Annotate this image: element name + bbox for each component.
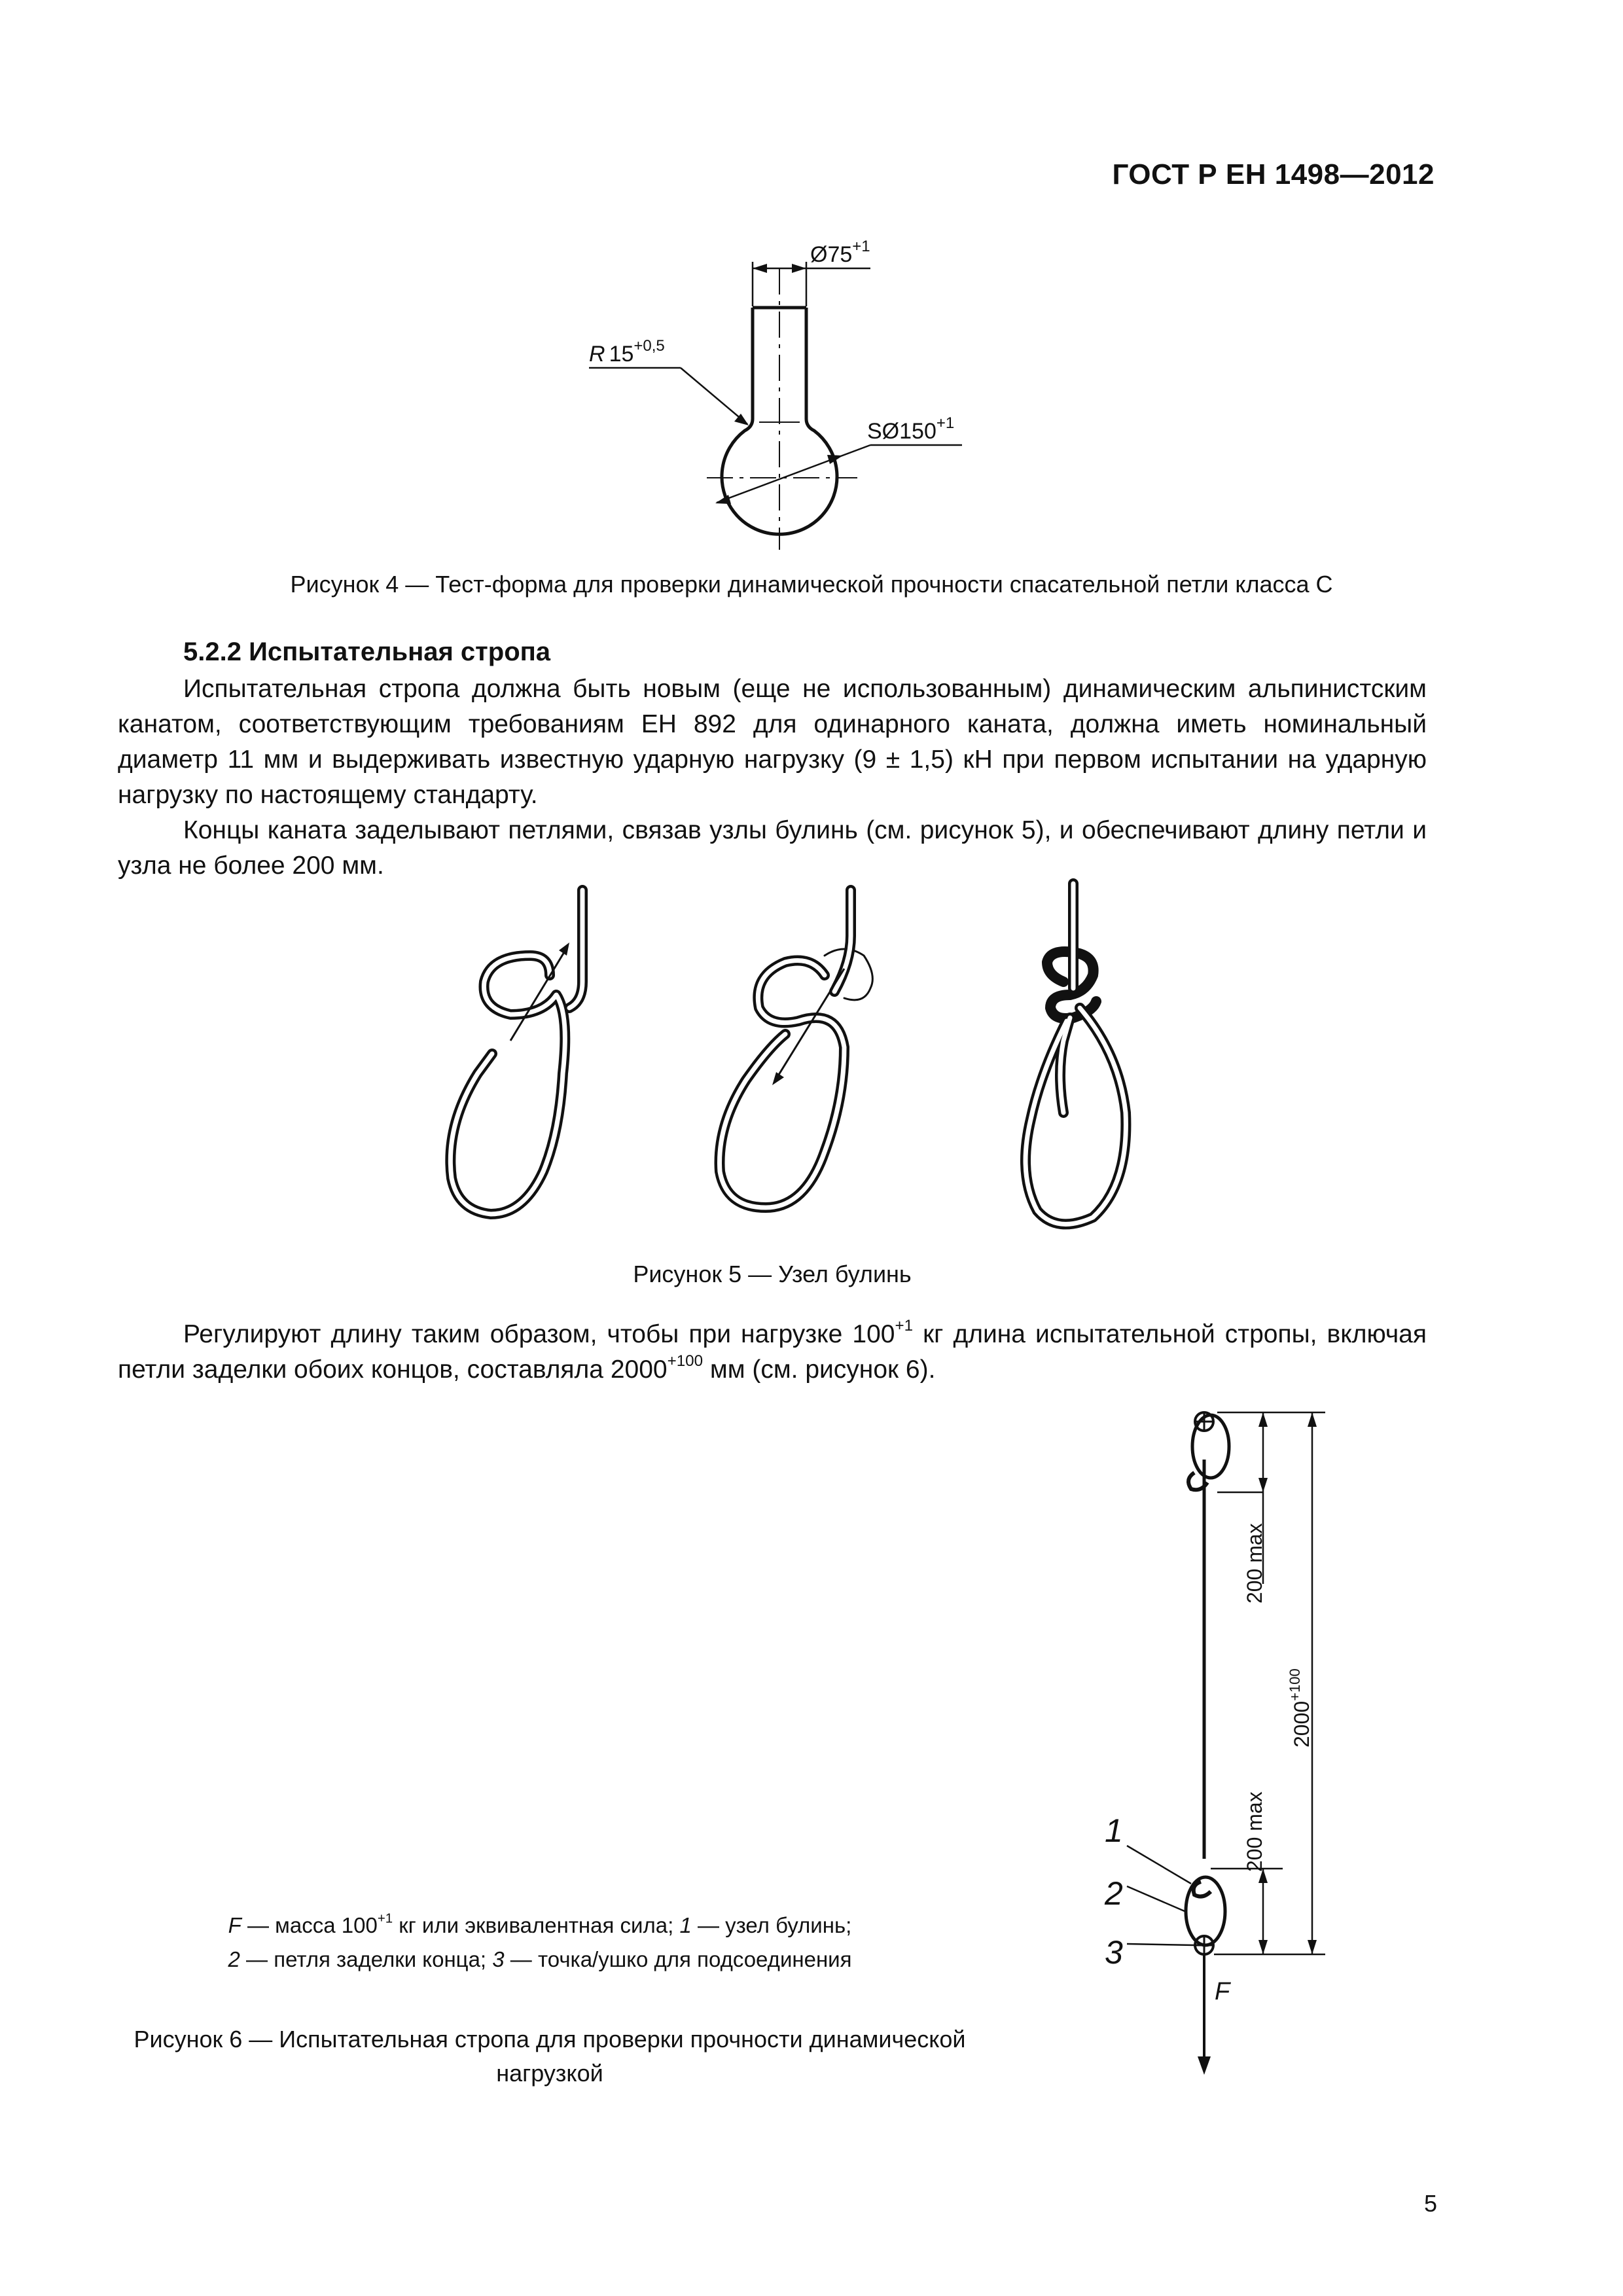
figure-6-legend [118, 1909, 962, 1977]
figure-5-drawing [419, 877, 1171, 1263]
label-3: 3 [1105, 1934, 1123, 1971]
figure-6-caption-line-2: нагрузкой [496, 2060, 603, 2087]
paragraph-2: Концы каната заделывают петлями, связав узлы булинь (см. рисунок 5), и обеспечивают длину петли и узла не более 200 мм. [118, 816, 1427, 880]
dim-radius-label: R $15^{+0,5}$ [589, 337, 665, 367]
figure-6-caption [105, 2022, 995, 2090]
figure-4-drawing [563, 223, 982, 563]
dim-diameter-label: $Ø75^{+1}$ [810, 238, 870, 267]
p3-text-3: мм (см. рисунок 6). [703, 1355, 936, 1384]
legend-line-2: 2 — петля заделки конца; 3 — точка/ушко для подсоединения [228, 1947, 852, 1971]
figure-6-caption-line-1: Рисунок 6 — Испытательная стропа для проверки прочности динамической [134, 2026, 966, 2053]
figure-4-caption: Рисунок 4 — Тест-форма для проверки динамической прочности спасательной петли класса С [290, 571, 1333, 598]
p3-text-2: кг длина испытательной стропы, включая петли заделки обоих концов, составляла 2000 [118, 1320, 1427, 1384]
section-body [118, 672, 1427, 884]
dim-total-label: $2000^{+100}$ [1287, 1668, 1313, 1748]
dim-top-label: 200 max [1243, 1523, 1266, 1604]
legend-line-1: F — масса $100^{+1}$ кг или эквивалентная сила; 1 — узел булинь; [228, 1910, 852, 1937]
document-standard-number: ГОСТ Р ЕН 1498—2012 [1112, 158, 1435, 190]
figure-6-drawing [1086, 1407, 1427, 2140]
dim-sphere-label: $SØ150^{+1}$ [867, 414, 955, 444]
paragraph-1: Испытательная стропа должна быть новым (еще не использованным) динамическим альпинистским канатом, соответствующим требованиям ЕН 892 для одинарного каната, должна иметь номинальный диаметр 11 мм и выдерживать известную ударную нагрузку (9 ± 1,5) кН при первом испытании на ударную нагрузку по настоящему стандарту. [118, 675, 1427, 809]
section-heading: 5.2.2 Испытательная стропа [183, 637, 551, 666]
paragraph-3 [118, 1317, 1427, 1388]
label-force: F [1215, 1978, 1230, 2005]
page-number: 5 [1424, 2190, 1438, 2217]
p3-sup-2: +100 [667, 1352, 704, 1370]
label-2: 2 [1105, 1875, 1123, 1912]
label-1: 1 [1105, 1812, 1123, 1849]
figure-5-caption: Рисунок 5 — Узел булинь [633, 1261, 912, 1287]
dim-bottom-label: 200 max [1243, 1791, 1266, 1872]
p3-sup-1: +1 [895, 1316, 914, 1335]
p3-text-1: Регулируют длину таким образом, чтобы при нагрузке 100 [183, 1320, 895, 1348]
